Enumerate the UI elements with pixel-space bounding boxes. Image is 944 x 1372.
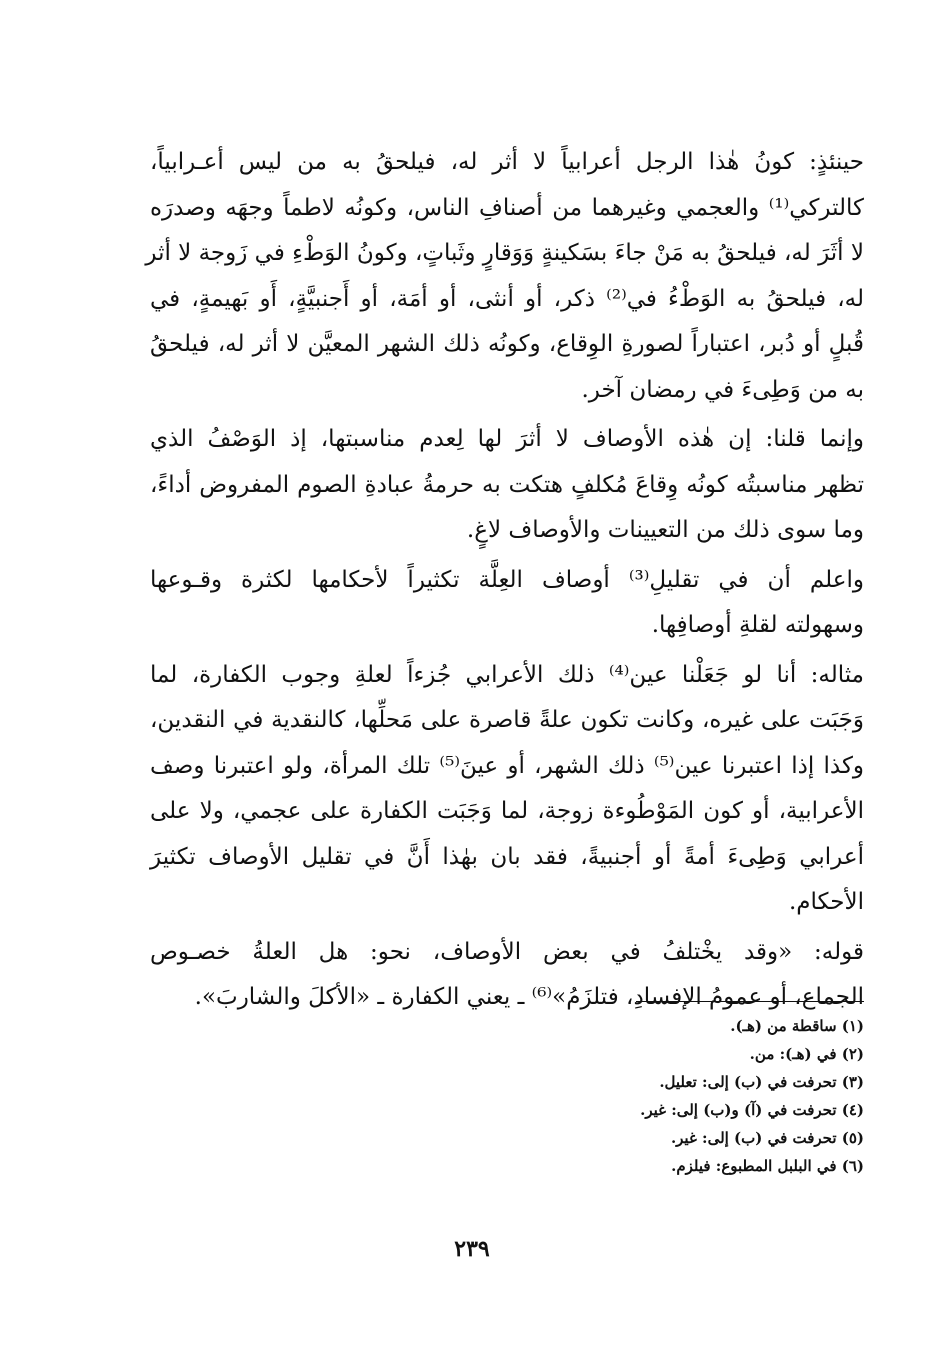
footnote-2: (٢) في (هـ): من. bbox=[749, 1045, 864, 1063]
paragraph-4 bbox=[150, 653, 864, 926]
text-line: الجماع، أو عمومُ الإفسادِ، فتلزَمُ»⁽⁶⁾ ـ يعني الكفارة ـ «الأكلَ والشاربَ». bbox=[194, 984, 864, 1010]
text-line: وإنما قلنا: إن هٰذه الأوصاف لا أثرَ لها لِعدم مناسبتها، إذ الوَصْفُ الذي bbox=[150, 426, 864, 452]
paragraph-2 bbox=[150, 417, 864, 554]
text-line: قُبلٍ أو دُبر، اعتباراً لصورةِ الوِقاع، وكونُه ذلك الشهر المعيَّن لا أثر له، فيلحقُ bbox=[150, 331, 864, 357]
text-line: له، فيلحقُ به الوَطْءُ في⁽²⁾ ذكر، أو أنثى، أو أمَة، أو أَجنبيَّةٍ، أَو بَهيمةٍ، في bbox=[150, 285, 865, 312]
text-line: الأحكام. bbox=[789, 889, 864, 915]
text-line: تظهر مناسبتُه كونُه وِقاعَ مُكلفٍ هتكت به حرمةُ عبادةِ الصوم المفروض أداءً، bbox=[150, 471, 864, 498]
text-line: وما سوى ذلك من التعيينات والأوصاف لاغٍ. bbox=[466, 517, 864, 543]
paragraph-1 bbox=[145, 140, 865, 413]
footnote-divider bbox=[636, 1001, 864, 1002]
paragraph-5 bbox=[150, 930, 864, 1021]
footnote-1: (١) ساقطة من (هـ). bbox=[730, 1017, 864, 1035]
text-line: الأعرابية، أو كون المَوْطُوءة زوجة، لما وَجَبَت الكفارة على عجمي، ولا على bbox=[150, 798, 864, 824]
footnotes bbox=[420, 1012, 864, 1180]
page-number: ٢٣٩ bbox=[454, 1236, 490, 1262]
paragraph-3 bbox=[150, 558, 864, 649]
text-line: وكذا إذا اعتبرنا عين⁽⁵⁾ ذلك الشهر، أو عينَ⁽⁵⁾ تلك المرأة، ولو اعتبرنا وصف bbox=[150, 752, 865, 779]
text-line: وَجَبَت على غيره، وكانت تكون علةً قاصرة على مَحلِّها، كالنقدية في النقدين، bbox=[150, 707, 864, 733]
footnote-4: (٤) تحرفت في (آ) و(ب) إلى: غير. bbox=[640, 1101, 864, 1119]
text-line: به من وَطِىءَ في رمضان آخر. bbox=[581, 376, 864, 403]
text-line: كالتركي⁽¹⁾ والعجمي وغيرهما من أصنافِ الناس، وكونُه لاطماً وجهَه وصدرَه bbox=[150, 194, 864, 221]
text-line: حينئذٍ: كونُ هٰذا الرجل أعرابياً لا أثر له، فيلحقُ به من ليس أعـرابياً، bbox=[150, 149, 864, 175]
footnote-5: (٥) تحرفت في (ب) إلى: غير. bbox=[670, 1129, 864, 1147]
text-line: أعرابي وَطِىءَ أمةً أو أجنبيةً، فقد بان بهٰذا أَنَّ في تقليل الأوصاف تكثيرَ bbox=[150, 843, 864, 870]
text-line: لا أثَرَ له، فيلحقُ به مَنْ جاءَ بسَكينةٍ وَوَقارٍ وثَباتٍ، وكونُ الوَطْءِ في زَوجة لا أثر bbox=[145, 240, 864, 266]
main-text bbox=[145, 140, 865, 1025]
footnote-6: (٦) في البلبل المطبوع: فيلزم. bbox=[671, 1157, 864, 1175]
text-line: مثاله: أنا لو جَعَلْنا عين⁽⁴⁾ ذلك الأعرابي جُزءاً لعلةِ وجوب الكفارة، لما bbox=[150, 661, 864, 688]
text-line: قوله: «وقد يخْتلفُ في بعض الأوصاف، نحو: هل العلةُ خصـوص bbox=[150, 938, 864, 965]
footnote-3: (٣) تحرفت في (ب) إلى: تعليل. bbox=[659, 1073, 864, 1091]
text-line: وسهولته لقلةِ أوصافِها. bbox=[651, 612, 864, 638]
text-line: واعلم أن في تقليلِ⁽³⁾ أوصاف العِلَّة تكثيراً لأحكامها لكثرة وقـوعها bbox=[150, 566, 864, 593]
